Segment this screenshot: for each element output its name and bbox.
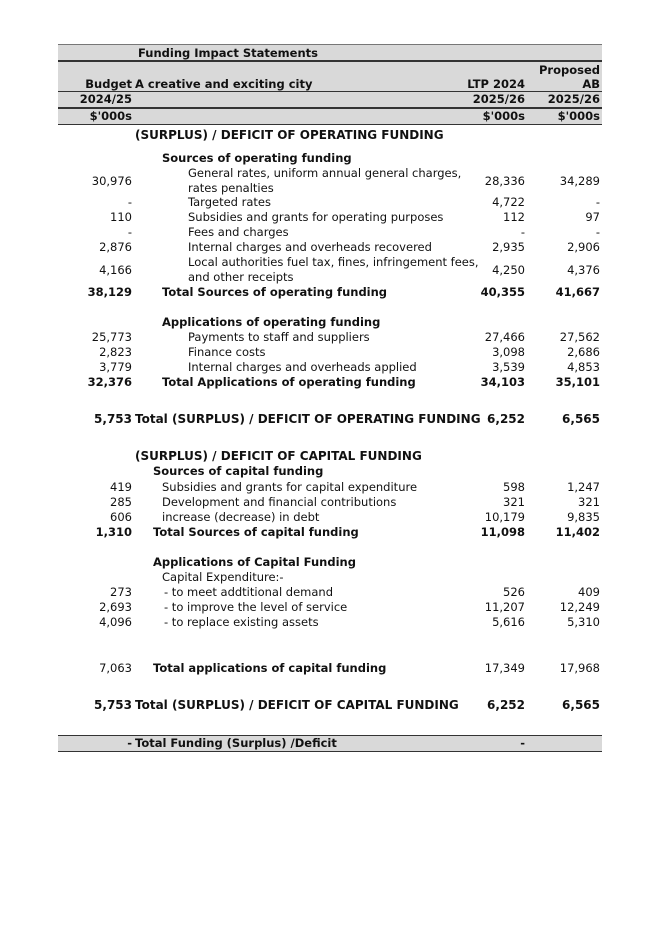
group-name: A creative and exciting city: [135, 77, 313, 91]
operating-applications-total-row: 32,376 Total Applications of operating funding 34,103 35,101: [87, 375, 600, 389]
table-row: 4,166 Local authorities fuel tax, fines, infringement fees, and other receipts 4,250 4,376: [99, 255, 600, 284]
capital-section-title: (SURPLUS) / DEFICIT OF CAPITAL FUNDING: [135, 449, 422, 463]
header-unit-row: [58, 108, 602, 125]
col-ab-unit: $'000s: [557, 109, 600, 123]
table-row: - Targeted rates 4,722 -: [127, 195, 600, 209]
table-row: 285 Development and financial contributions 321 321: [110, 495, 600, 509]
table-row: 110 Subsidies and grants for operating purposes 112 97: [110, 210, 600, 224]
capital-applications-title: Applications of Capital Funding: [153, 555, 356, 569]
operating-sources-title: Sources of operating funding: [162, 151, 352, 165]
table-row: 2,823 Finance costs 3,098 2,686: [99, 345, 600, 359]
capital-applications-total-row: 7,063 Total applications of capital funding 17,349 17,968: [99, 661, 600, 675]
capex-label-row: Capital Expenditure:-: [162, 570, 284, 584]
col-ab-year: 2025/26: [547, 92, 600, 106]
table-row: 606 increase (decrease) in debt 10,179 9,835: [110, 510, 600, 524]
table-row: 3,779 Internal charges and overheads applied 3,539 4,853: [99, 360, 600, 374]
col-ltp-year: 2025/26: [472, 92, 525, 106]
operating-sources-total-row: 38,129 Total Sources of operating funding 40,355 41,667: [87, 285, 600, 299]
capital-sources-total-row: 1,310 Total Sources of capital funding 11,098 11,402: [95, 525, 600, 539]
header-year-row: [58, 92, 602, 108]
table-row: 25,773 Payments to staff and suppliers 27,466 27,562: [91, 330, 600, 344]
table-row: 2,876 Internal charges and overheads recovered 2,935 2,906: [99, 240, 600, 254]
operating-net-total-row: 5,753 Total (SURPLUS) / DEFICIT OF OPERATING FUNDING 6,252 6,565: [94, 412, 600, 426]
capital-net-total-row: 5,753 Total (SURPLUS) / DEFICIT OF CAPITAL FUNDING 6,252 6,565: [94, 698, 600, 712]
col-budget-year: 2024/25: [79, 92, 132, 106]
col-ltp-label: LTP 2024: [467, 77, 525, 91]
capital-sources-title: Sources of capital funding: [153, 464, 324, 478]
table-row: 273 - to meet addtitional demand 526 409: [110, 585, 600, 599]
col-budget-label: Budget: [85, 77, 132, 91]
col-ab-label-line0: Proposed: [538, 63, 600, 77]
operating-applications-title: Applications of operating funding: [162, 315, 381, 329]
table-row: 419 Subsidies and grants for capital expenditure 598 1,247: [110, 480, 600, 494]
operating-section-title: (SURPLUS) / DEFICIT OF OPERATING FUNDING: [135, 128, 444, 142]
col-ab-label-line1: AB: [582, 77, 600, 91]
statement-title: Funding Impact Statements: [138, 46, 318, 60]
table-row: 30,976 General rates, uniform annual general charges, rates penalties 28,336 34,289: [91, 166, 600, 195]
table-row: - Fees and charges - -: [127, 225, 600, 239]
header-title-row: [58, 44, 602, 61]
total-funding-row: - Total Funding (Surplus) /Deficit -: [58, 735, 602, 752]
table-row: 2,693 - to improve the level of service 11,207 12,249: [99, 600, 600, 614]
table-row: 4,096 - to replace existing assets 5,616 5,310: [99, 615, 600, 629]
col-budget-unit: $'000s: [89, 109, 132, 123]
header-label-row: [58, 61, 602, 92]
col-ltp-unit: $'000s: [482, 109, 525, 123]
funding-impact-statement: [58, 44, 602, 750]
